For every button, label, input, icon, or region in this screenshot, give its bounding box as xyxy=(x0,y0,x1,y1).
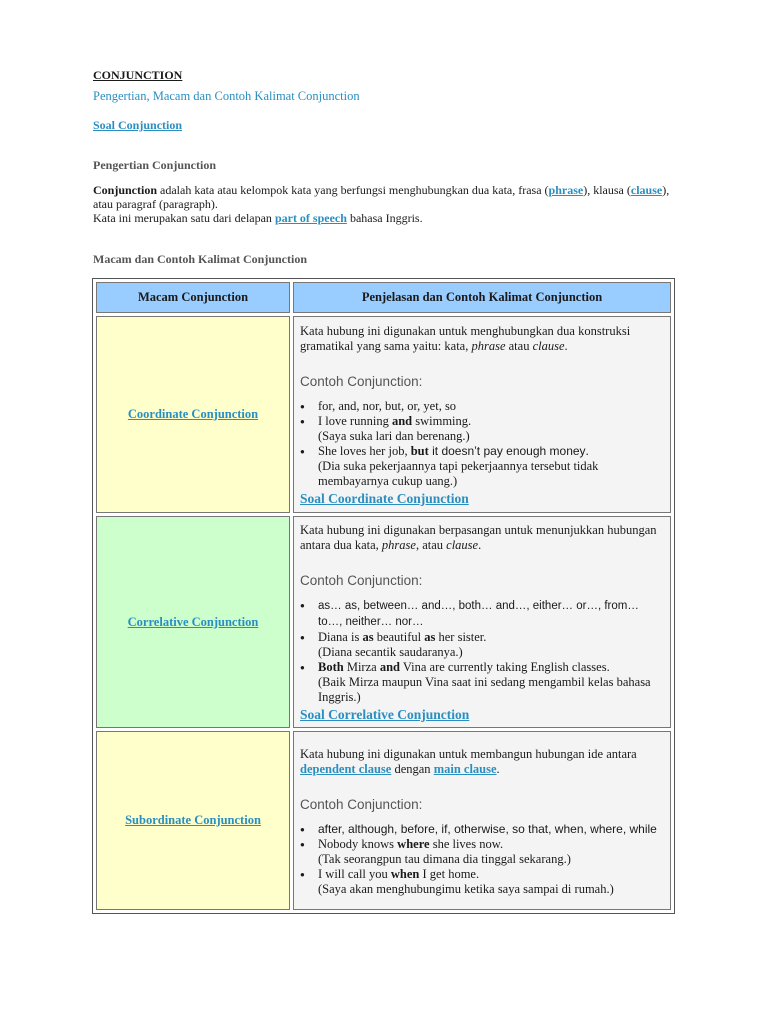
list-item: ● She loves her job, but it doesn’t pay enough money. (Dia suka pekerjaannya tapi pekerjaannya tersebut tidak membayarnya cukup uang.) xyxy=(318,444,664,489)
part-of-speech-link[interactable]: part of speech xyxy=(274,211,347,225)
list-item: ● for, and, nor, but, or, yet, so xyxy=(318,399,664,414)
table-header-macam: Macam Conjunction xyxy=(96,282,290,313)
table-row xyxy=(96,316,671,513)
soal-correlative-link[interactable]: Soal Correlative Conjunction xyxy=(300,707,470,722)
list-item: ● as… as, between… and…, both… and…, either… or…, from… to…, neither… nor… xyxy=(318,598,664,630)
list-item: ● Diana is as beautiful as her sister. (Diana secantik saudaranya.) xyxy=(318,630,664,660)
part-of-speech-paragraph: Kata ini merupakan satu dari delapan part of speech bahasa Inggris. xyxy=(93,211,423,225)
coordinate-conjunction-link[interactable]: Coordinate Conjunction xyxy=(127,407,259,421)
table-row xyxy=(96,516,671,728)
list-item: ● Both Mirza and Vina are currently taking English classes. (Baik Mirza maupun Vina saat ini sedang mengambil kelas bahasa Inggris.) xyxy=(318,660,664,705)
term-conjunction: Conjunction xyxy=(93,183,158,197)
phrase-link[interactable]: phrase xyxy=(548,183,584,197)
example-list xyxy=(300,399,664,489)
definition-paragraph: Conjunction adalah kata atau kelompok kata yang berfungsi menghubungkan dua kata, frasa (phrase), klausa (clause), atau paragraf (paragraph). xyxy=(93,183,670,211)
page-title: CONJUNCTION xyxy=(93,68,183,82)
subordinate-conjunction-link[interactable]: Subordinate Conjunction xyxy=(125,813,261,827)
list-item: ● I will call you when I get home. (Saya akan menghubungimu ketika saya sampai di rumah.) xyxy=(318,867,664,897)
section-heading-macam: Macam dan Contoh Kalimat Conjunction xyxy=(93,252,308,266)
example-list xyxy=(300,822,664,897)
list-item: ● after, although, before, if, otherwise, so that, when, where, while xyxy=(318,822,664,837)
conjunction-table xyxy=(92,278,675,914)
section-heading-pengertian: Pengertian Conjunction xyxy=(93,158,216,172)
row-desc-cell xyxy=(293,731,671,910)
dependent-clause-link[interactable]: dependent clause xyxy=(300,761,392,776)
correlative-conjunction-link[interactable]: Correlative Conjunction xyxy=(127,614,259,629)
document-body xyxy=(93,66,683,267)
contoh-heading: Contoh Conjunction: xyxy=(300,374,423,389)
table-row xyxy=(96,731,671,910)
row-description: Kata hubung ini digunakan untuk membangun hubungan ide antara dependent clause dengan main clause. xyxy=(300,746,637,776)
example-list xyxy=(300,598,664,705)
clause-link[interactable]: clause xyxy=(630,183,663,197)
row-desc-cell xyxy=(293,316,671,513)
list-item: ● I love running and swimming. (Saya suka lari dan berenang.) xyxy=(318,414,664,444)
row-name-cell xyxy=(96,316,290,513)
soal-coordinate-link[interactable]: Soal Coordinate Conjunction xyxy=(300,491,469,506)
table-header-row xyxy=(96,282,671,313)
row-name-cell xyxy=(96,516,290,728)
row-desc-cell xyxy=(293,516,671,728)
contoh-heading: Contoh Conjunction: xyxy=(300,796,423,812)
row-description: Kata hubung ini digunakan berpasangan untuk menunjukkan hubungan antara dua kata, phrase, atau clause. xyxy=(300,523,657,552)
row-description: Kata hubung ini digunakan untuk menghubungkan dua konstruksi gramatikal yang sama yaitu: kata, phrase atau clause. xyxy=(300,324,631,353)
contoh-heading: Contoh Conjunction: xyxy=(300,573,423,588)
list-item: ● Nobody knows where she lives now. (Tak seorangpun tau dimana dia tinggal sekarang.) xyxy=(318,837,664,867)
main-clause-link[interactable]: main clause xyxy=(433,761,497,776)
page-subtitle: Pengertian, Macam dan Contoh Kalimat Conjunction xyxy=(93,89,360,103)
row-name-cell xyxy=(96,731,290,910)
table-header-penjelasan: Penjelasan dan Contoh Kalimat Conjunction xyxy=(293,282,671,313)
soal-conjunction-link[interactable]: Soal Conjunction xyxy=(93,118,183,132)
